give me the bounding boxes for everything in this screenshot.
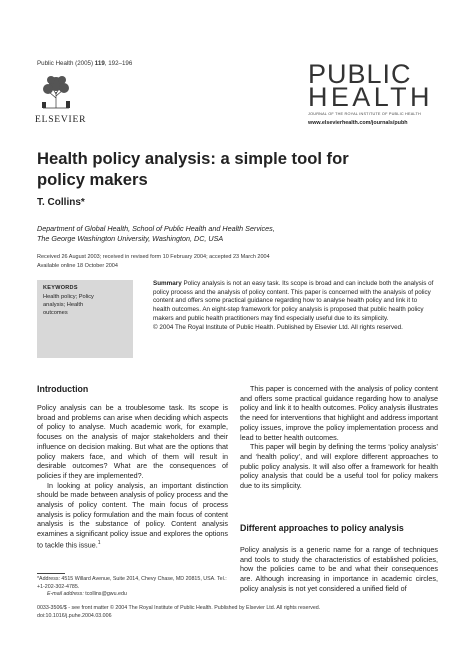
article-author: T. Collins* xyxy=(37,197,85,208)
journal-subtitle: JOURNAL OF THE ROYAL INSTITUTE OF PUBLIC HEALTH xyxy=(308,112,421,116)
abstract-summary xyxy=(153,280,436,332)
logo-line-health: HEALTH xyxy=(308,82,433,112)
front-matter-footer xyxy=(37,604,447,621)
keywords-box xyxy=(37,280,133,358)
journal-url[interactable]: www.elsevierhealth.com/journals/pubh xyxy=(308,120,408,126)
intro-paragraph-2: In looking at policy analysis, an important distinction should be made between analysis of policy process and the analysis of policy content. The main focus of process analysis is policy formulation and the main focus of content analysis is the substance of policy. Content analysis examines a significant policy issue and explores the options to tackle this issue.$^1$ xyxy=(37,480,228,550)
article-title: Health policy analysis: a simple tool for policy makers xyxy=(37,149,349,189)
right-column-continued xyxy=(240,545,438,594)
footnote-rule xyxy=(37,573,65,574)
reference-marker[interactable]: 1 xyxy=(97,539,101,546)
summary-copyright: © 2004 The Royal Institute of Public Health. Published by Elsevier Ltd. All rights reserved. xyxy=(153,323,403,331)
right-paragraph-1: This paper is concerned with the analysis of policy content and offers some practical guidance regarding how to analyse policy and link it to health outcomes. Policy analysis illustrates the need for interventions that highlight and address important policy issues, improve the policy implementation process and lead to better health outcomes. xyxy=(240,384,438,442)
article-dates xyxy=(37,253,367,271)
elsevier-tree-logo xyxy=(37,72,75,110)
affiliation-line-1: Department of Global Health, School of Public Health and Health Services, xyxy=(37,224,275,233)
doi-line[interactable]: doi:10.1016/j.puhe.2004.03.006 xyxy=(37,613,112,620)
keyword-line: outcomes xyxy=(43,310,68,316)
intro-heading: Introduction xyxy=(37,384,89,394)
author-footnote xyxy=(37,576,228,599)
footnote-email: E-mail address: tcollins@gwu.edu xyxy=(47,591,127,598)
keyword-line: analysis; Health xyxy=(43,302,84,308)
intro-paragraph-1: Policy analysis can be a troublesome task. Its scope is broad and problems can arise when deciding which aspects of policy to analyse. Much academic work, for example, focuses on the analysis of major stakeholders and their influence on decision making. But what are the options that policy makers face, and which of them will result in desirable outcomes? What are the consequences of policies if they are implemented?. xyxy=(37,403,228,480)
logo-line-public: PUBLIC xyxy=(308,59,412,89)
right-paragraph-2: This paper will begin by defining the terms ‘policy analysis’ and ‘health policy’, and will explore different approaches to public policy analysis. It will also offer a framework for health policy analysis that could be a useful tool for policy makers due to its simplicity. xyxy=(240,442,438,491)
approaches-paragraph-1: Policy analysis is a generic name for a range of techniques and tools to study the characteristics of established policies, how the policies came to be and what their consequences are. Although increasing in importance in academic circles, policy analysis is not yet considered a unified field of xyxy=(240,545,438,593)
left-column xyxy=(37,403,228,550)
available-online: Available online 18 October 2004 xyxy=(37,263,118,269)
keywords-heading: KEYWORDS xyxy=(43,285,78,291)
received-dates: Received 26 August 2003; received in revised form 10 February 2004; accepted 23 March 2004 xyxy=(37,254,270,260)
approaches-heading: Different approaches to policy analysis xyxy=(240,523,404,533)
keywords-list xyxy=(43,293,127,317)
summary-text: Policy analysis is not an easy task. Its scope is broad and can include both the analysis of policy process and the analysis of policy content. This paper is concerned with the analysis of policy content and offers some practical guidance regarding how to analyse health policy and link it to health outcomes. An eight-step framework for policy analysis is proposed that public health policy makers and public health practitioners may find especially useful due to its simplicity. xyxy=(153,280,434,322)
footnote-address: *Address: 4515 Willard Avenue, Suite 2014, Chevy Chase, MD 20815, USA. Tel.: +1-202-302-4785. xyxy=(37,576,227,590)
summary-label: Summary xyxy=(153,280,182,287)
publisher-name: ELSEVIER xyxy=(35,115,87,125)
keyword-line: Health policy; Policy xyxy=(43,294,94,300)
issn-line: 0033-3506/$ - see front matter © 2004 The Royal Institute of Public Health. Published by Elsevier Ltd. All rights reserved. xyxy=(37,605,321,611)
journal-reference: Public Health (2005) 119, 192–196 xyxy=(37,60,133,67)
journal-logo xyxy=(308,59,433,112)
right-column xyxy=(240,384,438,491)
author-affiliation xyxy=(37,224,367,244)
affiliation-line-2: The George Washington University, Washington, DC, USA xyxy=(37,234,224,243)
